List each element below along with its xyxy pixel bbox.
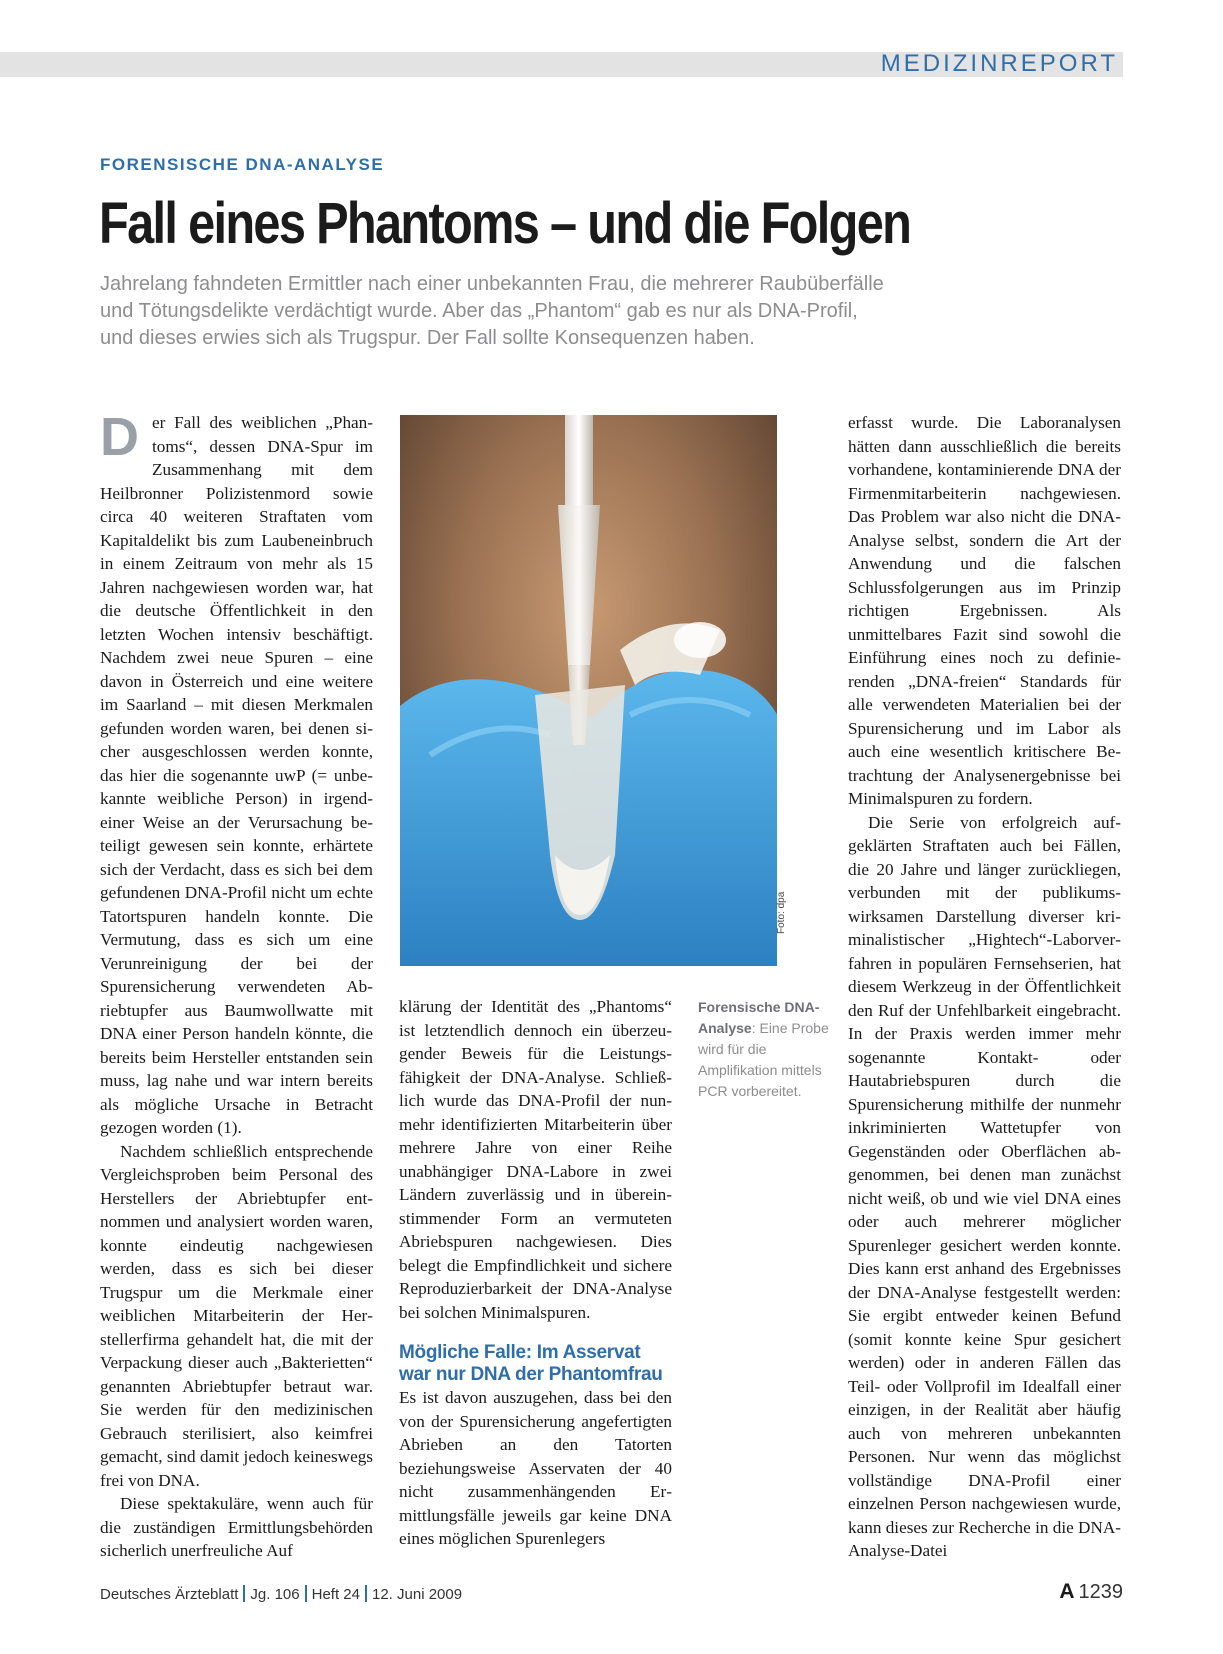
footer-citation	[100, 1585, 462, 1603]
section-label: MEDIZINREPORT	[880, 50, 1118, 77]
paragraph: erfasst wurde. Die Laboranalysen hätten dann ausschließlich die bereits vorhandene, kontaminierende DNA der Firmenmitarbeiterin nachgewiesen. Das Problem war also nicht die DNA-Analyse selbst, sondern die Art der Anwendung und die falschen Schlussfolgerungen aus im Prinzip richtigen Ergebnissen. Als unmittelbares Fazit sind sowohl die Einführung eines noch zu definierenden „DNA-freien“ Standards für alle verwendeten Materialien bei der Spurensicherung und im Labor als auch eine wesentlich kritischere Betrachtung der Analysenergebnisse bei Minimalspuren zu fordern.	[848, 413, 1121, 808]
paragraph: Nachdem schließlich entsprechende Vergleichsproben beim Personal des Herstellers der Abriebtupfer entnommen und analysiert worden waren, konnte eindeutig nachgewiesen werden, dass es sich bei dieser Trugspur um die Merkmale einer weiblichen Mitarbeiterin der Herstellerfirma gehandelt hat, die mit der Verpackung dieser auch „Bakterietten“ genannten Abriebtupfer betraut war. Sie werden für den medizinischen Gebrauch sterilisiert, also keimfrei gemacht, sind damit jedoch keineswegs frei von DNA.	[100, 1141, 373, 1490]
paragraph: Es ist davon auszugehen, dass bei den von der Spurensicherung angefertigten Abrieben an den Tatorten beziehungsweise Asservaten der 40 nicht zusammenhängenden Ermittlungsfälle jeweils gar keine DNA eines möglichen Spurenlegers	[399, 1388, 672, 1548]
photo-credit: Foto: dpa	[776, 891, 787, 934]
paragraph: klärung der Identität des „Phantoms“ ist letztendlich dennoch ein überzeugender Beweis für die Leistungsfähigkeit der DNA-Analyse. Schließlich wurde das DNA-Profil der nunmehr identifizierten Mitarbeiterin über mehrere Jahre von einer Reihe unabhängiger DNA-Labore in zwei Ländern zuverlässig und in übereinstimmender Form an vermuteten Abriebspuren nachgewiesen. Dies belegt die Empfindlichkeit und sichere Reproduzierbarkeit der DNA-Analyse bei solchen Minimalspuren.	[399, 997, 672, 1322]
article-title: Fall eines Phantoms – und die Folgen	[99, 191, 911, 256]
caption-text: : Eine Probe wird für die Amplifikation mittels PCR vorbereitet.	[698, 1020, 829, 1099]
journal-name: Deutsches Ärzteblatt	[100, 1586, 239, 1603]
lead-line: und dieses erwies sich als Trugspur. Der Fall sollte Konsequenzen haben.	[100, 327, 755, 349]
photo-caption	[698, 997, 830, 1102]
article-lead	[100, 271, 1020, 352]
pipette-tube-image	[400, 415, 777, 966]
paragraph	[100, 407, 373, 1140]
body-column-1	[100, 407, 373, 1563]
lead-line: und Tötungsdelikte verdächtigt wurde. Aber das „Phantom“ gab es nur als DNA-Profil,	[100, 300, 858, 322]
paragraph: Die Serie von erfolgreich aufgeklärten Straftaten auch bei Fällen, die 20 Jahre und länger zurückliegen, verbunden mit der publikumswirksamen Darstellung diverser kriminalistischer „Hightech“-Laborverfahren in populären Fernsehserien, hat diesem Werkzeug in der Öffentlichkeit den Ruf der Unfehlbarkeit eingebracht. In der Praxis werden immer mehr sogenannte Kontakt- oder Hautabriebspuren durch die Spurensicherung mithilfe der nunmehr inkriminierten Wattetupfer von Gegenständen oder Oberflächen abgenommen, bei denen man zunächst nicht weiß, ob und wie viel DNA eines oder auch mehrerer möglicher Spurenleger gesichert werden konnte. Dies kann erst anhand des Ergebnisses der DNA-Analyse festgestellt werden: Sie ergibt entweder keinen Befund (somit konnte keine Spur gesichert werden) oder in anderen Fällen das Teil- oder Vollprofil im Idealfall einer einzigen, in der Realität aber häufig auch von mehreren unbekannten Personen. Nur wenn das möglichst vollständige DNA-Profil einer einzelnen Person nachgewiesen wurde, kann dieses zur Recherche in die DNA-Analyse-Datei	[848, 812, 1121, 1560]
paragraph: Diese spektakuläre, wenn auch für die zuständigen Ermittlungsbehörden sicherlich unerfreuliche Auf	[100, 1494, 373, 1560]
journal-volume: Jg. 106	[250, 1586, 300, 1603]
drop-cap: D	[100, 407, 139, 467]
journal-issue: Heft 24	[311, 1586, 360, 1603]
article-kicker: FORENSISCHE DNA-ANALYSE	[100, 155, 385, 174]
footer-separator	[243, 1585, 245, 1602]
body-column-2	[399, 995, 672, 1551]
caption-title: Forensische DNA-Analyse	[698, 999, 820, 1036]
page-prefix: A	[1059, 1580, 1075, 1603]
page-number	[1059, 1580, 1123, 1604]
journal-date: 12. Juni 2009	[372, 1586, 463, 1603]
lead-line: Jahrelang fahndeten Ermittler nach einer unbekannten Frau, die mehrerer Raubüberfälle	[100, 273, 884, 295]
paragraph-text: er Fall des weiblichen „Phantoms“, dessen DNA-Spur im Zusammenhang mit dem Heilbronner Polizistenmord sowie circa 40 weiteren Straftaten vom Kapitaldelikt bis zum Laubeneinbruch in einem Zeitraum von mehr als 15 Jahren nachgewiesen worden war, hat die deutsche Öffentlichkeit in den letzten Wochen intensiv beschäftigt. Nachdem zwei neue Spuren – eine davon in Österreich und eine weitere im Saarland – mit diesen Merkmalen gefunden worden waren, bei denen sicher ausgeschlossen werden konnte, das hier die sogenannte uwP (= unbekannte weibliche Person) in irgendeiner Weise an der Verursachung beteiligt gewesen sein konnte, erhärtete sich der Verdacht, dass es sich bei dem gefundenen DNA-Profil nicht um echte Tatortspuren handeln konnte. Die Vermutung, dass es sich um eine Verunreinigung der bei der Spurensicherung verwendeten Abriebtupfer aus Baumwollwatte mit DNA einer Person handeln könnte, die bereits beim Hersteller entstanden sein muss, lag nahe und war intern bereits als mögliche Ursache in Betracht gezogen worden (1).	[100, 413, 373, 1137]
subheading: Mögliche Falle: Im Asservat war nur DNA der Phantomfrau	[399, 1342, 663, 1385]
body-column-3	[848, 411, 1121, 1563]
article-photo	[400, 415, 777, 966]
footer-separator	[305, 1585, 307, 1602]
page-number-value: 1239	[1078, 1581, 1123, 1603]
footer-separator	[365, 1585, 367, 1602]
